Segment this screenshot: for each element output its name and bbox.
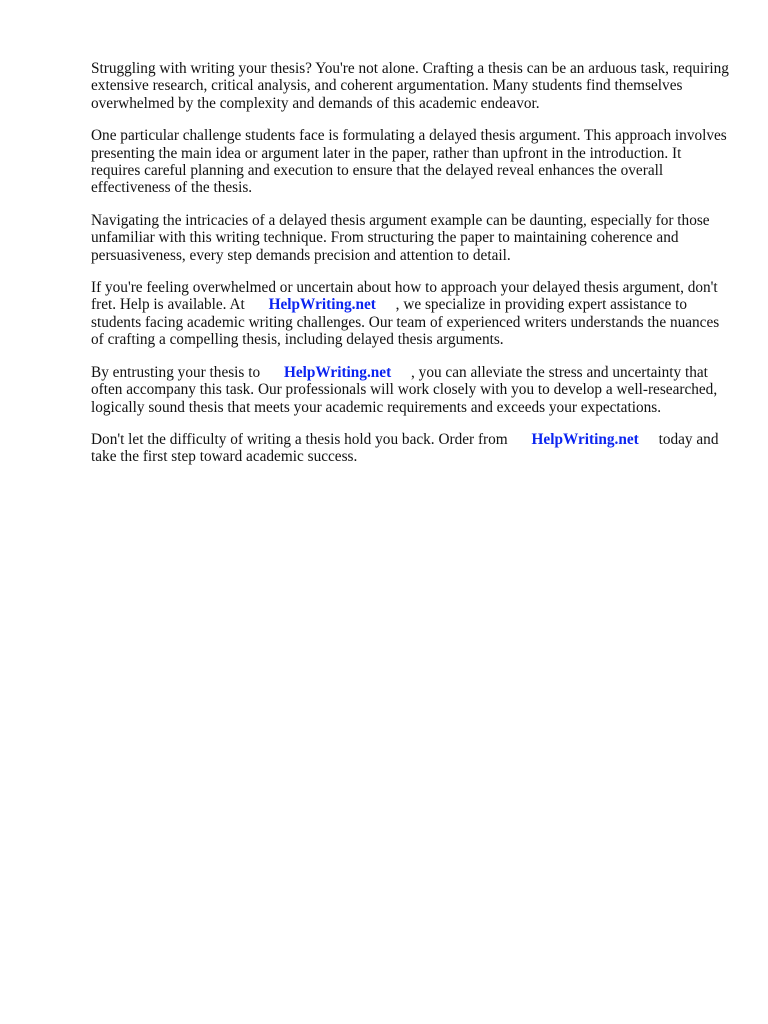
helpwriting-link[interactable]: HelpWriting.net — [268, 296, 376, 314]
paragraph-order-text-before: Don't let the difficulty of writing a thesis hold you back. Order from — [91, 430, 508, 448]
paragraph-intro — [91, 60, 731, 112]
paragraph-order — [91, 431, 731, 466]
paragraph-challenge-text: One particular challenge students face is formulating a delayed thesis argument. This approach involves presenting the main idea or argument later in the paper, rather than upfront in the introduction. It requires careful planning and execution to ensure that the delayed reveal enhances the overall effectiveness of the thesis. — [91, 127, 727, 197]
paragraph-help — [91, 279, 731, 349]
helpwriting-link[interactable]: HelpWriting.net — [283, 363, 392, 381]
paragraph-navigating-text: Navigating the intricacies of a delayed thesis argument example can be daunting, especially for those unfamiliar with this writing technique. From structuring the paper to maintaining coherence and persuasiveness, every step demands precision and attention to detail. — [91, 211, 710, 264]
paragraph-entrusting-text-after: , you can alleviate the stress and uncertainty that often accompany this task. Our professionals will work closely with you to develop a well-researched, logically sound thesis that meets your academic requirements and exceeds your expectations. — [91, 363, 718, 416]
paragraph-entrusting-text-before: By entrusting your thesis to — [91, 363, 261, 381]
paragraph-challenge — [91, 127, 731, 197]
paragraph-help-text-before: If you're feeling overwhelmed or uncertain about how to approach your delayed thesis argument, don't fret. Help is available. At — [91, 279, 718, 314]
helpwriting-link[interactable]: HelpWriting.net — [531, 430, 639, 448]
paragraph-navigating — [91, 212, 731, 264]
paragraph-help-text-after: , we specialize in providing expert assistance to students facing academic writing challenges. Our team of experienced writers understands the nuances of crafting a compelling thesis, including delayed thesis arguments. — [91, 296, 720, 349]
paragraph-intro-text: Struggling with writing your thesis? You're not alone. Crafting a thesis can be an arduous task, requiring extensive research, critical analysis, and coherent argumentation. Many students find themselves overwhelmed by the complexity and demands of this academic endeavor. — [91, 60, 729, 112]
paragraph-entrusting — [91, 364, 731, 416]
document-body — [91, 60, 731, 481]
paragraph-order-text-after: today and take the first step toward academic success. — [91, 430, 719, 466]
